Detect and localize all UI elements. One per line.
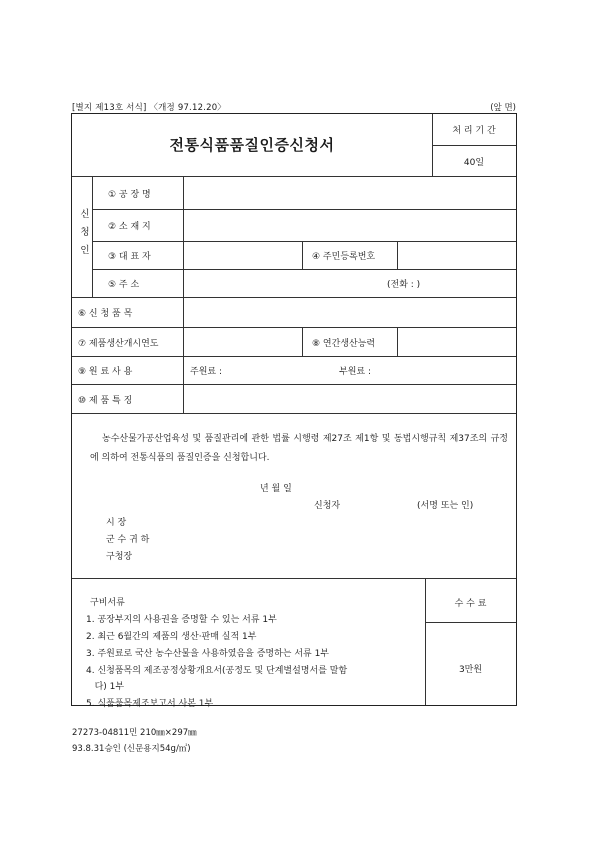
declaration-text: 농수산물가공산업육성 및 품질관리에 관한 법률 시행령 제27조 제1항 및 동법시행규칙 제37조의 규정에 의하여 전통식품의 품질인증을 신청합니다. <box>90 434 508 463</box>
col-divider <box>397 241 398 269</box>
sign-label: (서명 또는 인) <box>417 501 474 511</box>
form-number: [별지 제13호 서식] 〈개정 97.12.20〉 <box>72 103 226 113</box>
col-divider <box>302 241 303 269</box>
applicant-label: 신청자 <box>314 501 341 511</box>
main-material-label: 주원료 : <box>190 367 222 377</box>
product-label: ⑥ 신 청 품 목 <box>78 309 133 319</box>
row-divider <box>72 327 516 328</box>
row-divider <box>92 209 516 210</box>
col-divider <box>92 176 93 297</box>
document-item: 3. 주원료로 국산 농수산물을 사용하였음을 증명하는 서류 1부 <box>86 649 329 659</box>
row-divider <box>72 297 516 298</box>
addressee-mayor: 시 장 <box>106 518 127 528</box>
sub-material-label: 부원료 : <box>339 367 371 377</box>
applicant-group-label: 신 청 인 <box>80 209 90 256</box>
processing-period-label: 처 리 기 간 <box>452 126 496 136</box>
location-label: ② 소 재 지 <box>108 222 151 232</box>
row-divider <box>425 622 516 623</box>
row-divider <box>72 356 516 357</box>
document-item: 다) 1부 <box>86 682 125 692</box>
row-divider <box>72 384 516 385</box>
date-line: 년 월 일 <box>260 484 292 494</box>
footer-spec: 27273-04811민 210㎜×297㎜ <box>72 728 197 738</box>
col-divider <box>397 327 398 356</box>
resident-number-label: ④ 주민등록번호 <box>312 252 376 262</box>
annual-capacity-label: ⑧ 연간생산능력 <box>312 339 376 349</box>
col-divider <box>183 176 184 413</box>
col-divider <box>302 327 303 356</box>
raw-material-label: ⑨ 원 료 사 용 <box>78 367 133 377</box>
addressee-county: 군 수 귀 하 <box>106 535 150 545</box>
document-item: 2. 최근 6월간의 제품의 생산·판매 실적 1부 <box>86 632 257 642</box>
document-item: 1. 공장부지의 사용권을 증명할 수 있는 서류 1부 <box>86 615 277 625</box>
row-divider <box>432 145 516 146</box>
features-label: ⑩ 제 품 특 징 <box>78 396 133 406</box>
application-form <box>71 113 517 709</box>
processing-period-value: 40일 <box>463 158 485 168</box>
addressee-district: 구청장 <box>106 552 133 562</box>
factory-name-label: ① 공 장 명 <box>108 190 151 200</box>
row-divider <box>92 269 516 270</box>
document-item: 5. 식품품목제조보고서 사본 1부 <box>86 699 214 709</box>
address-label: ⑤ 주 소 <box>108 280 140 290</box>
row-divider <box>72 176 516 177</box>
row-divider <box>92 241 516 242</box>
production-start-label: ⑦ 제품생산개시연도 <box>78 339 159 349</box>
fee-value: 3만원 <box>458 665 483 675</box>
footer-approval: 93.8.31승인 (신문용지54g/㎡) <box>72 744 191 754</box>
page-side-label: (앞 면) <box>490 103 516 113</box>
row-divider <box>72 578 516 579</box>
fee-label: 수 수 료 <box>454 599 487 609</box>
document-item: 4. 신청품목의 제조공정상황개요서(공정도 및 단계별설명서를 말함 <box>86 666 348 676</box>
phone-label: (전화 : ) <box>387 280 421 290</box>
documents-heading: 구비서류 <box>90 598 125 608</box>
representative-label: ③ 대 표 자 <box>108 252 151 262</box>
form-title: 전통식품품질인증신청서 <box>169 136 335 154</box>
row-divider <box>72 413 516 414</box>
